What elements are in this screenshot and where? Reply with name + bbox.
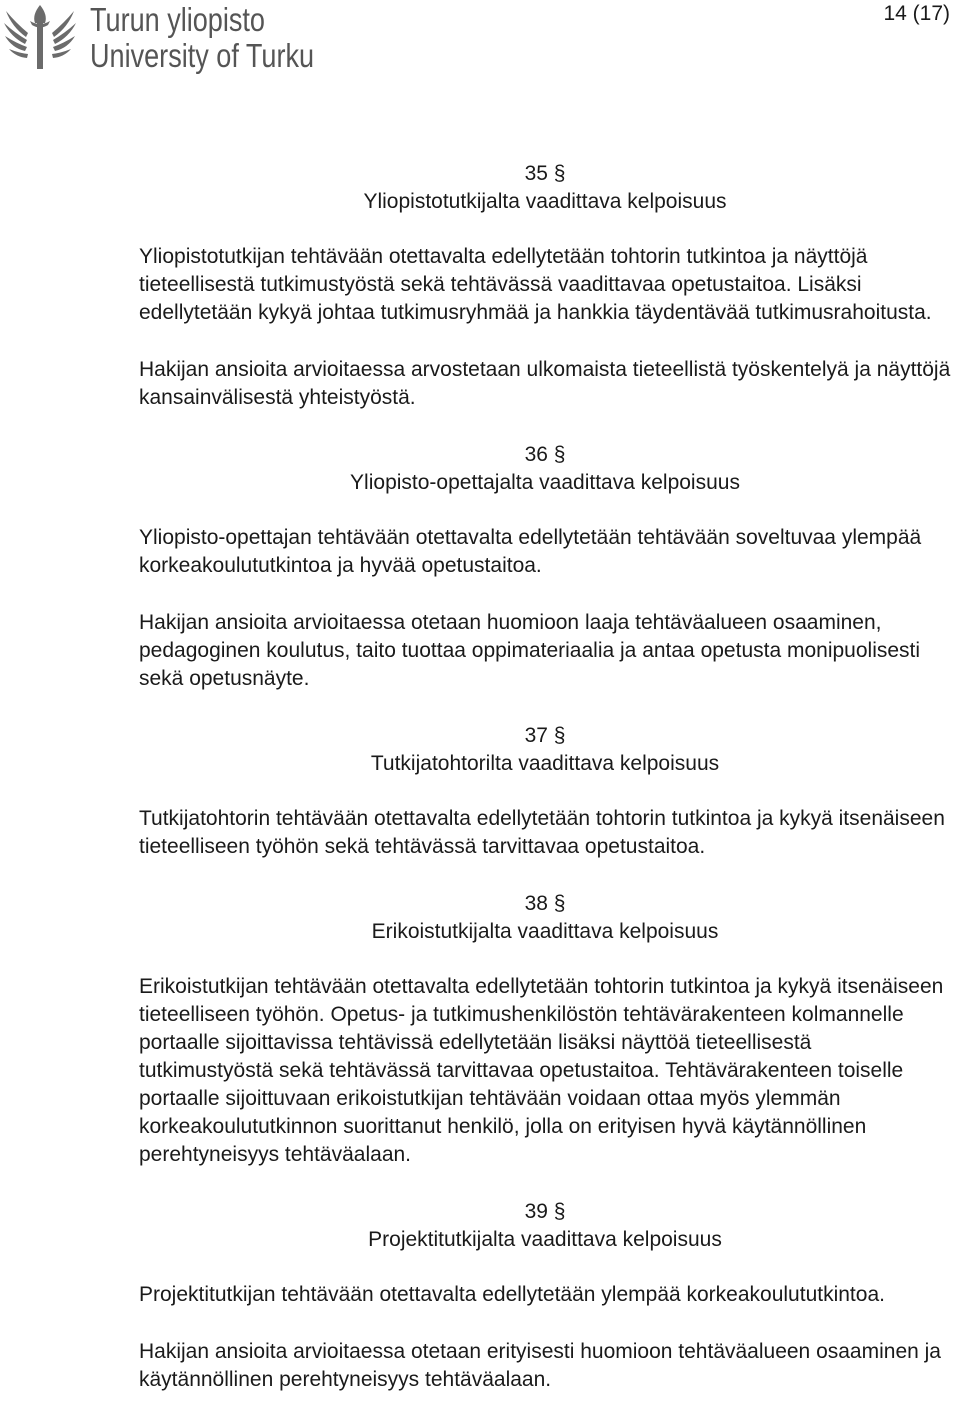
paragraph: Erikoistutkijan tehtävään otettavalta edellytetään tohtorin tutkintoa ja kykyä itsenäiseen tieteelliseen työhön. Opetus- ja tutkimushenkilöstön tehtävärakenteen kolmannelle portaalle sijoittavissa tehtävissä edellytetään lisäksi näyttöä tieteellisestä tutkimustyöstä sekä tehtävässä tarvittavaa opetustaitoa. Tehtävärakenteen toiselle portaalle sijoittuvaan erikoistutkijan tehtävään voidaan ottaa myös ylemmän korkeakoulututkinnon suorittanut henkilö, jolla on erityisen hyvä käytännöllinen perehtyneisyys tehtäväalaan. [139,975,944,1166]
document-body [139,160,951,1394]
page-number: 14 (17) [883,2,950,25]
paragraph: Yliopistotutkijan tehtävään otettavalta edellytetään tohtorin tutkintoa ja näyttöjä tieteellisestä tutkimustyöstä sekä tehtävässä vaadittavaa opetustaitoa. Lisäksi edellytetään kykyä johtaa tutkimusryhmää ja hankkia täydentävää tutkimusrahoitusta. [139,245,932,324]
paragraph: Hakijan ansioita arvioitaessa otetaan erityisesti huomioon tehtäväalueen osaaminen ja käytännöllinen perehtyneisyys tehtäväalaan. [139,1340,941,1391]
paragraph: Projektitutkijan tehtävään otettavalta edellytetään ylempää korkeakoulututkintoa. [139,1283,885,1306]
section-number: 37 § [524,724,566,747]
section-title: Yliopisto-opettajalta vaadittava kelpoisuus [350,471,740,494]
university-name [90,2,314,74]
section-title: Tutkijatohtorilta vaadittava kelpoisuus [370,752,720,775]
section-number: 35 § [524,162,566,185]
section-title: Erikoistutkijalta vaadittava kelpoisuus [371,920,719,943]
section-number: 39 § [524,1200,566,1223]
paragraph: Tutkijatohtorin tehtävään otettavalta edellytetään tohtorin tutkintoa ja kykyä itsenäiseen tieteelliseen työhön sekä tehtävässä tarvittavaa opetustaitoa. [139,807,945,858]
university-crest-icon [2,3,78,71]
section-number: 38 § [524,892,566,915]
section-title: Yliopistotutkijalta vaadittava kelpoisuus [363,190,727,213]
paragraph: Yliopisto-opettajan tehtävään otettavalta edellytetään tehtävään soveltuvaa ylempää korkeakoulututkintoa ja hyvää opetustaitoa. [139,526,922,577]
section-number: 36 § [524,443,566,466]
university-logo [0,0,315,80]
paragraph: Hakijan ansioita arvioitaessa otetaan huomioon laaja tehtäväalueen osaaminen, pedagoginen koulutus, taito tuottaa oppimateriaalia ja antaa opetusta monipuolisesti sekä opetusnäyte. [139,611,921,690]
university-name-en: University of Turku [90,37,315,74]
section-title: Projektitutkijalta vaadittava kelpoisuus [368,1228,722,1251]
paragraph: Hakijan ansioita arvioitaessa arvostetaan ulkomaista tieteellistä työskentelyä ja näyttöjä kansainvälisestä yhteistyöstä. [139,358,951,409]
university-name-fi: Turun yliopisto [90,1,265,38]
